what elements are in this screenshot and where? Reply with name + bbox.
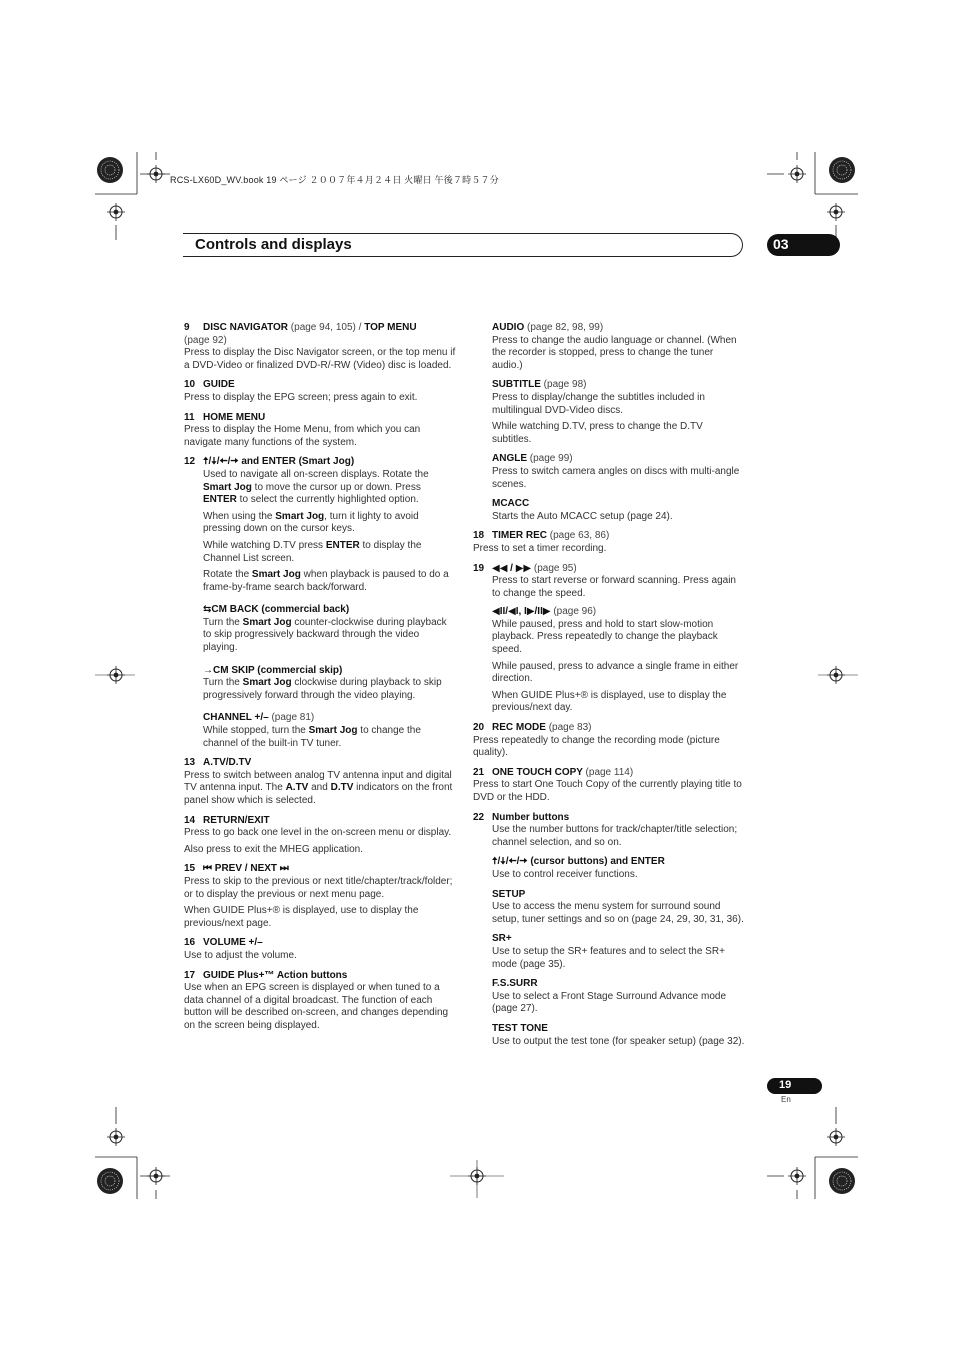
item-15-prev-next: 15 ⏮ PREV / NEXT ⏭ Press to skip to the previous or next title/chapter/track/folder; or to display the previous or next menu page. When GUIDE Plus+® is displayed, use to display the previous/next page. [184,863,453,929]
star-target-icon [97,1168,123,1194]
crosshair-icon [788,165,806,183]
cm-back-icon: ⇆ [203,604,212,616]
item-21-one-touch-copy: 21 ONE TOUCH COPY (page 114) Press to start One Touch Copy of the currently playing title to DVD or the HDD. [473,766,742,803]
crosshair-icon [788,1167,806,1185]
right-column [473,322,745,1055]
item-subtitle: SUBTITLE (page 98) Press to display/change the subtitles included in multilingual DVD-Video discs. While watching D.TV, press to change the D.TV subtitles. [492,379,705,445]
item-14-return-exit: 14 RETURN/EXIT Press to go back one level in the on-screen menu or display. Also press to exit the MHEG application. [184,814,452,855]
item-11-home-menu: 11 HOME MENU Press to display the Home Menu, from which you can navigate many functions of the system. [184,411,421,448]
cursor-arrows-icon: 🠅/🠇/🠄/🠆 [203,456,239,468]
item-16-volume: 16 VOLUME +/– Use to adjust the volume. [184,937,297,961]
item-audio: AUDIO (page 82, 98, 99) Press to change the audio language or channel. (When the recorder is stopped, press to change the tuner audio.) [492,322,737,371]
crosshair-icon [827,203,845,221]
item-13-atv-dtv: 13 A.TV/D.TV Press to switch between analog TV antenna input and digital TV antenna input. The A.TV and D.TV indicators on the front panel show which is selected. [184,757,453,806]
crosshair-icon [107,203,125,221]
star-target-icon [829,1168,855,1194]
item-9-disc-navigator: 9 DISC NAVIGATOR (page 94, 105) / TOP MENU (page 92) Press to display the Disc Navigator screen, or the top menu if a DVD-Video or finalized DVD-R/-RW (Video) disc is loaded. [184,322,456,371]
left-column [184,322,456,1040]
item-angle: ANGLE (page 99) Press to switch camera angles on discs with multi-angle scenes. [492,453,740,490]
crosshair-icon [107,1128,125,1146]
section-title-bar [183,233,743,257]
cm-back-section: ⇆CM BACK (commercial back) Turn the Smart Jog counter-clockwise during playback to skip progressively backward through the video playing. [203,604,447,654]
item-18-timer-rec: 18 TIMER REC (page 63, 86) Press to set a timer recording. [473,530,610,554]
item-22-number-buttons: 22 Number buttons Use the number buttons for track/chapter/title selection; channel selection, and so on. 🠅/🠇/🠄/🠆 (cursor buttons) and ENTER Use to control receiver functions. SETUP Use to access the menu system for surround sound setup, tuner settings and so on (page 24, 29, 30, 31, 36). SR+ Use to setup the SR+ features and to select the SR+ mode (page 35). F.S.SURR Use to select a Front Stage Surround Advance mode (page 27). TEST TONE Use to output the test tone (for speaker setup) (page 32). [473,811,745,1047]
item-20-rec-mode: 20 REC MODE (page 83) Press repeatedly to change the recording mode (picture quality). [473,722,720,759]
item-19-scan: 19 ◀◀ / ▶▶ (page 95) Press to start reverse or forward scanning. Press again to change the speed. ◀II/◀I, I▶/II▶ (page 96) While paused, press and hold to start slow-motion playback. Press repeatedly to change the playback speed. While paused, press to advance a single frame in either direction. When GUIDE Plus+® is displayed, use to display the previous/next day. [473,562,739,714]
item-10-guide: 10 GUIDE Press to display the EPG screen; press again to exit. [184,379,418,403]
star-target-icon [97,157,123,183]
star-target-icon [829,157,855,183]
page-title: Controls and displays [195,236,352,253]
channel-section: CHANNEL +/– (page 81) While stopped, turn the Smart Jog to change the channel of the built-in TV tuner. [203,712,421,749]
page-number: 19 [767,1078,822,1094]
crosshair-icon [827,1128,845,1146]
item-mcacc: MCACC Starts the Auto MCACC setup (page 24). [492,498,673,522]
slow-frame-icon: ◀II/◀I, I▶/II▶ [492,606,551,618]
chapter-number-tab: 03 [767,234,840,256]
item-17-guide-plus: 17 GUIDE Plus+™ Action buttons Use when an EPG screen is displayed or when tuned to a data channel of a digital broadcast. The function of each button will be described on-screen, and changes depending on the screen being displayed. [184,969,449,1031]
scan-icon: ◀◀ / ▶▶ [492,562,532,574]
page-language: En [781,1095,791,1104]
cm-skip-icon: → [203,664,213,676]
item-12-smart-jog: 12 🠅/🠇/🠄/🠆 and ENTER (Smart Jog) Used to navigate all on-screen displays. Rotate the Smart Jog to move the cursor up or down. Press ENTER to select the currently highlighted option. When using the Smart Jog, turn it lighty to avoid pressing down on the cursor keys. While watching D.TV press ENTER to display the Channel List screen. Rotate the Smart Jog when playback is paused to do a frame-by-frame search back/forward. ⇆CM BACK (commercial back) Turn the Smart Jog counter-clockwise during playback to skip progressively backward through the video playing. →CM SKIP (commercial skip) Turn the Smart Jog clockwise during playback to skip progressively forward through the video playing. CHANNEL +/– (page 81) While stopped, turn the Smart Jog to change the channel of the built-in TV tuner. [184,456,456,750]
print-header: RCS-LX60D_WV.book 19 ページ ２００７年４月２４日 火曜日 午後７時５７分 [170,175,499,185]
cm-skip-section: →CM SKIP (commercial skip) Turn the Smart Jog clockwise during playback to skip progressively forward through the video playing. [203,664,442,701]
